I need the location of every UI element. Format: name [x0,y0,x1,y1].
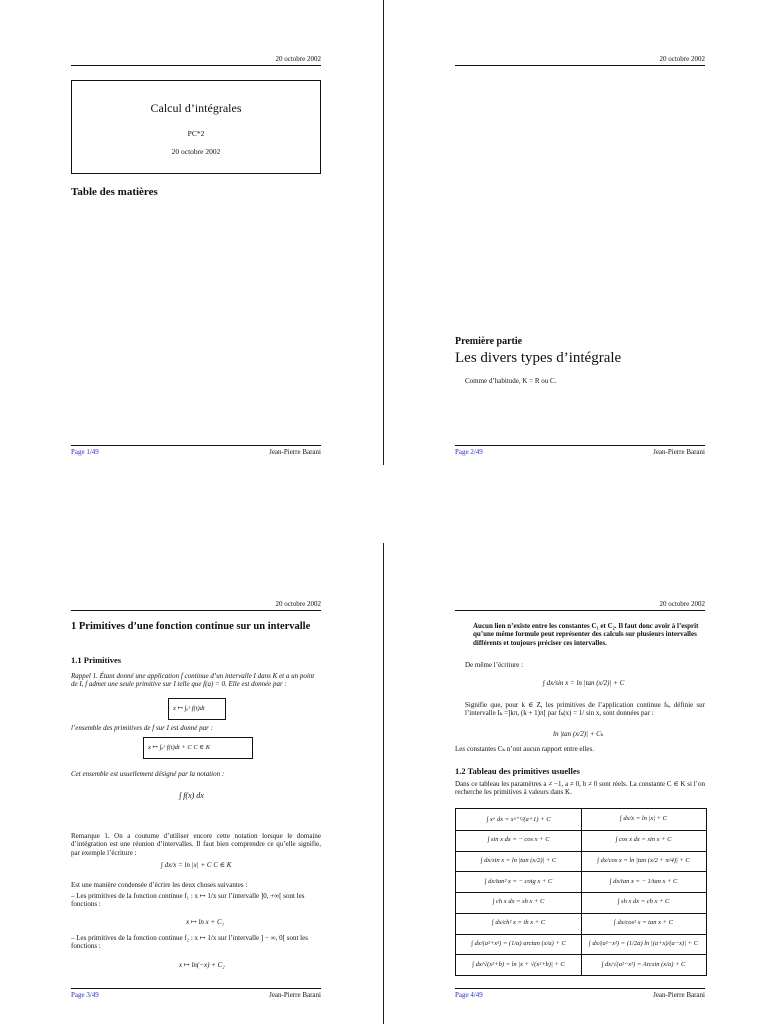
author: Jean-Pierre Barani [653,448,705,456]
remarque-text: Remarque 1. On a coutume d’utiliser encore cette notation lorsque le domaine d’intégration est une réunion d’intervalles. Il faut bien comprendre ce qu’elle signifie, par exemple l’écriture : [71,832,321,857]
header-rule [455,65,705,66]
table-row-divider [456,934,706,935]
table-cell: ∫ dx/√(x²+b) = ln |x + √(x²+b)| + C [472,960,565,968]
table-cell: ∫ dx/sin x = ln |tan (x/2)| + C [480,856,557,864]
formula: ∫ dx/sin x = ln |tan (x/2)| + C [543,679,625,687]
table-cell: ∫ dx/ch² x = th x + C [491,919,546,927]
page-date: 20 octobre 2002 [275,55,321,63]
page-2 [455,55,705,460]
table-cell: ∫ ch x dx = sh x + C [492,898,545,906]
paragraph: Les constantes Cₖ n’ont aucun rapport entre elles. [455,745,595,753]
page-4 [455,600,705,1010]
table-cell: ∫ dx/tan² x = − cotg x + C [484,877,553,885]
paragraph: Est une manière condensée d’écrire les deux choses suivantes : [71,881,248,889]
table-cell: ∫ dx/cos² x = tan x + C [614,919,673,927]
page-number[interactable]: Page 4/49 [455,991,483,999]
page-number[interactable]: Page 3/49 [71,991,99,999]
document-date: 20 octobre 2002 [171,147,221,156]
formula: x ↦ ∫ₐˣ f(t)dt [173,705,205,712]
formula: x ↦ ∫ₐˣ f(t)dt + C C ∈ K [148,744,211,751]
subsection-heading: 1.2 Tableau des primitives usuelles [455,766,580,776]
bold-paragraph: Aucun lien n’existe entre les constantes C₁ et C₂. Il faut donc avoir à l’esprit qu’une même formule peut représenter des calculs sur plusieurs intervalles différents et toujours préciser ces intervalles. [473,622,699,647]
part-title: Les divers types d’intégrale [455,350,622,366]
table-row-divider [456,954,706,955]
table-row-divider [456,851,706,852]
formula-box-1 [168,698,226,720]
paragraph: l’ensemble des primitives de f sur I est donné par : [71,724,213,732]
formula: ∫ dx/x = ln |x| + C C ∈ K [161,861,232,869]
paragraph: Signifie que, pour k ∈ Z, les primitives de l’application continue fₖ, définie sur l’intervalle Iₖ =]kπ, (k + 1)π[ par fₖ(x) = 1/ sin x, sont données par : [465,701,705,718]
page-divider-top [383,0,384,465]
section-heading: 1 Primitives d’une fonction continue sur un intervalle [71,621,311,632]
paragraph: De même l’écriture : [465,661,524,669]
author: Jean-Pierre Barani [653,991,705,999]
primitives-table [455,808,707,976]
author: Jean-Pierre Barani [269,448,321,456]
table-cell: ∫ dx/(a²+x²) = (1/a) arctan (x/a) + C [471,939,566,947]
bullet-item: – Les primitives de la fonction continue f₂ : x ↦ 1/x sur l’intervalle ] − ∞, 0[ sont les fonctions : [71,934,308,951]
paragraph: Cet ensemble est usuellement désigné par la notation : [71,770,225,778]
page-divider-bottom [383,543,384,1024]
bullet-item: – Les primitives de la fonction continue f₁ : x ↦ 1/x sur l’intervalle ]0, +∞[ sont les fonctions : [71,892,305,909]
table-cell: ∫ xᵃ dx = xᵃ⁺¹/(a+1) + C [486,816,551,824]
toc-heading: Table des matières [71,186,158,198]
author: Jean-Pierre Barani [269,991,321,999]
page-3 [71,600,321,1010]
page-footer [455,988,705,999]
header-rule [71,65,321,66]
table-row-divider [456,913,706,914]
table-cell: ∫ dx/x = ln |x| + C [620,815,667,823]
page-number[interactable]: Page 2/49 [455,448,483,456]
table-cell: ∫ dx/tan x = − 1/tan x + C [609,877,678,885]
table-cell: ∫ dx/cos x = ln |tan (x/2 + π/4)| + C [597,856,690,864]
part-intro: Comme d’habitude, K = R ou C. [465,377,557,385]
part-label: Première partie [455,336,523,347]
table-row-divider [456,830,706,831]
page-number[interactable]: Page 1/49 [71,448,99,456]
header-rule [455,610,705,611]
table-cell: ∫ cos x dx = sin x + C [615,836,672,844]
document-title: Calcul d’intégrales [150,101,242,115]
page-footer [455,445,705,456]
document-subtitle: PC*2 [187,129,205,138]
formula: ∫ f(x) dx [179,791,204,800]
page-date: 20 octobre 2002 [275,600,321,608]
subsection-heading: 1.1 Primitives [71,655,122,665]
page-footer [71,988,321,999]
table-cell: ∫ sh x dx = ch x + C [617,898,670,906]
paragraph: Dans ce tableau les paramètres a ≠ −1, a ≠ 0, b ≠ 0 sont réels. La constante C ∈ K si l’on recherche les primitives à valeurs dans K. [455,780,705,797]
page-1 [71,55,321,460]
formula: x ↦ ln x + C₁ [186,918,225,926]
formula: ln |tan (x/2)| + Cₖ [553,730,604,738]
page-footer [71,445,321,456]
table-cell: ∫ dx/(a²−x²) = (1/2a) ln |(a+x)/(a−x)| + C [589,939,698,947]
title-box [71,80,321,174]
formula: x ↦ ln(−x) + C₂ [179,961,225,969]
table-row-divider [456,892,706,893]
page-date: 20 octobre 2002 [659,55,705,63]
table-cell: ∫ dx/√(a²−x²) = Arcsin (x/a) + C [601,960,686,968]
table-row-divider [456,871,706,872]
page-date: 20 octobre 2002 [659,600,705,608]
header-rule [71,610,321,611]
rappel-text: Rappel 1. Étant donné une application f continue d’un intervalle I dans K et a un point de I, f admet une seule primitive sur I telle que f(a) = 0. Elle est donnée par : [71,672,315,689]
table-cell: ∫ sin x dx = − cos x + C [487,836,550,844]
formula-box-2 [143,737,253,759]
